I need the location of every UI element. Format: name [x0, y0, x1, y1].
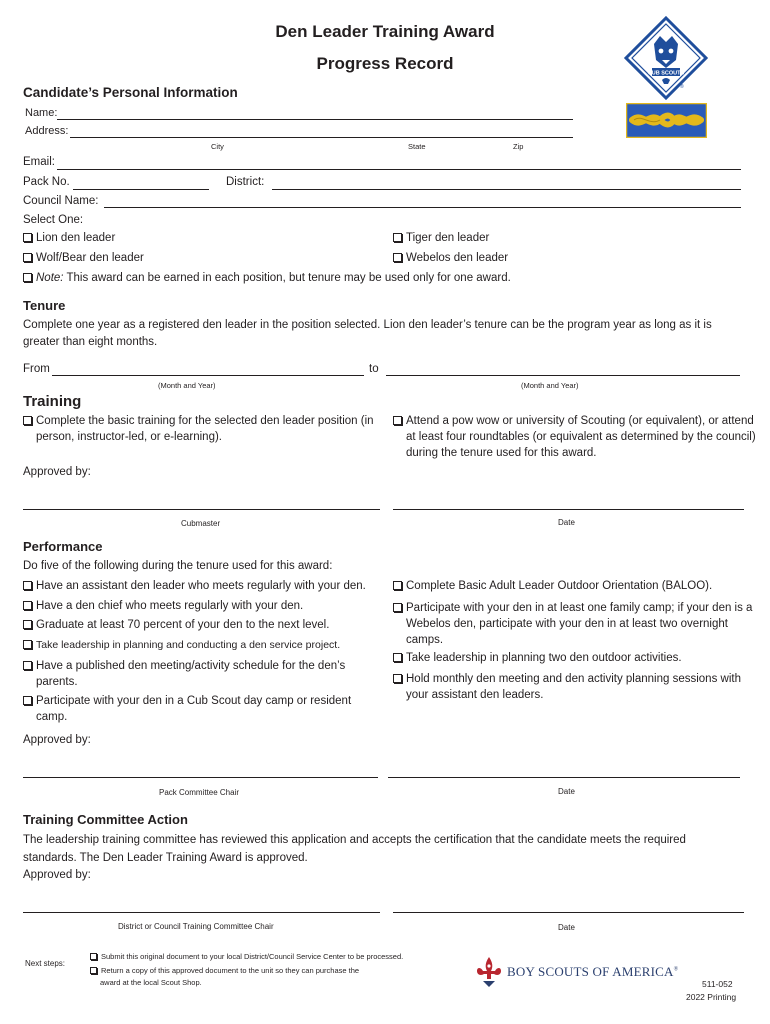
committee-heading: Training Committee Action — [23, 812, 188, 827]
checkbox-icon — [23, 233, 32, 242]
form-number: 511-052 — [702, 979, 733, 989]
checkbox-icon — [23, 620, 32, 629]
committee-text-2: standards. The Den Leader Training Award is approved. — [23, 852, 308, 864]
checkbox-icon — [90, 967, 97, 974]
checkbox-icon — [23, 273, 32, 282]
training-item-powwow[interactable]: Attend a pow wow or university of Scouting (or equivalent), or attend at least four roundtables (or equivalent as determined by the council) during the tenure used for this award. — [393, 413, 756, 461]
pack-label: Pack No. — [23, 176, 70, 188]
next-step-2-cont: award at the local Scout Shop. — [100, 978, 202, 987]
cubmaster-label: Cubmaster — [181, 519, 221, 528]
from-month-year-label: (Month and Year) — [158, 381, 216, 390]
checkbox-icon — [393, 603, 402, 612]
pack-chair-label: Pack Committee Chair — [159, 788, 240, 797]
to-field[interactable] — [386, 375, 740, 376]
performance-date-label: Date — [558, 787, 575, 796]
checkbox-icon — [23, 696, 32, 705]
checkbox-icon — [393, 233, 402, 242]
committee-chair-signature-field[interactable] — [23, 912, 380, 913]
svg-text:®: ® — [680, 84, 684, 90]
option-wolf-bear[interactable]: Wolf/Bear den leader — [23, 252, 144, 264]
training-item-basic[interactable]: Complete the basic training for the selected den leader position (in person, instructor-led, or e-learning). — [23, 413, 376, 445]
to-label: to — [369, 363, 379, 375]
option-webelos[interactable]: Webelos den leader — [393, 252, 508, 264]
committee-chair-label: District or Council Training Committee Chair — [118, 922, 274, 931]
performance-item-right-1[interactable]: Complete Basic Adult Leader Outdoor Orientation (BALOO). — [393, 580, 712, 592]
from-field[interactable] — [52, 375, 364, 376]
checkbox-icon — [23, 661, 32, 670]
cub-scouts-logo — [624, 16, 708, 100]
city-label: City — [211, 142, 224, 151]
performance-date-field[interactable] — [388, 777, 740, 778]
checkbox-icon — [23, 601, 32, 610]
performance-heading: Performance — [23, 539, 103, 554]
select-one-label: Select One: — [23, 214, 84, 226]
performance-item-left-3[interactable]: Graduate at least 70 percent of your den to the next level. — [23, 619, 329, 631]
next-step-2: Return a copy of this approved document to the unit so they can purchase the — [90, 966, 359, 975]
tenure-text-1: Complete one year as a registered den leader in the position selected. Lion den leader’s tenure can be the program year as long as it is — [23, 319, 712, 331]
checkbox-icon — [23, 640, 32, 649]
council-label: Council Name: — [23, 195, 99, 207]
tenure-heading: Tenure — [23, 298, 66, 313]
checkbox-icon — [23, 253, 32, 262]
printing-year: 2022 Printing — [686, 992, 737, 1002]
training-heading: Training — [23, 393, 82, 410]
name-label: Name: — [25, 107, 58, 119]
checkbox-icon — [23, 416, 32, 425]
council-field[interactable] — [104, 207, 741, 208]
checkbox-icon — [393, 416, 402, 425]
checkbox-icon — [393, 581, 402, 590]
performance-item-left-4[interactable]: Take leadership in planning and conducting a den service project. — [23, 639, 340, 651]
note: Note: This award can be earned in each position, but tenure may be used only for one award. — [23, 272, 511, 284]
state-label: State — [408, 142, 426, 151]
address-field[interactable] — [70, 137, 573, 138]
checkbox-icon — [393, 253, 402, 262]
bsa-wordmark: BOY SCOUTS OF AMERICA® — [507, 964, 679, 979]
committee-approved-by: Approved by: — [23, 869, 91, 881]
checkbox-icon — [23, 581, 32, 590]
email-field[interactable] — [57, 169, 741, 170]
committee-date-label: Date — [558, 923, 575, 932]
committee-text-1: The leadership training committee has reviewed this application and accepts the certification that the candidate meets the required — [23, 834, 686, 846]
next-steps-label: Next steps: — [25, 959, 66, 968]
pack-field[interactable] — [73, 189, 209, 190]
district-label: District: — [226, 176, 265, 188]
performance-item-left-5[interactable]: Have a published den meeting/activity schedule for the den’s parents. — [23, 658, 381, 690]
knot-patch-icon — [626, 103, 707, 138]
from-label: From — [23, 363, 50, 375]
committee-date-field[interactable] — [393, 912, 744, 913]
performance-item-left-1[interactable]: Have an assistant den leader who meets regularly with your den. — [23, 580, 366, 592]
checkbox-icon — [90, 953, 97, 960]
training-approved-by: Approved by: — [23, 466, 91, 478]
cubmaster-signature-field[interactable] — [23, 509, 380, 510]
performance-item-left-6[interactable]: Participate with your den in a Cub Scout day camp or resident camp. — [23, 693, 381, 725]
to-month-year-label: (Month and Year) — [521, 381, 579, 390]
performance-item-right-4[interactable]: Hold monthly den meeting and den activity planning sessions with your assistant den leaders. — [393, 671, 761, 703]
pack-chair-signature-field[interactable] — [23, 777, 378, 778]
email-label: Email: — [23, 156, 55, 168]
personal-info-heading: Candidate’s Personal Information — [23, 85, 238, 100]
address-label: Address: — [25, 125, 69, 137]
performance-item-left-2[interactable]: Have a den chief who meets regularly with your den. — [23, 600, 303, 612]
zip-label: Zip — [513, 142, 524, 151]
name-field[interactable] — [57, 119, 573, 120]
page-subtitle: Progress Record — [316, 54, 454, 73]
option-lion[interactable]: Lion den leader — [23, 232, 115, 244]
performance-approved-by: Approved by: — [23, 734, 91, 746]
tenure-text-2: greater than eight months. — [23, 336, 158, 348]
training-date-label: Date — [558, 518, 575, 527]
bsa-logo-icon — [474, 955, 504, 989]
district-field[interactable] — [272, 189, 741, 190]
performance-intro: Do five of the following during the tenure used for this award: — [23, 560, 333, 572]
checkbox-icon — [393, 674, 402, 683]
checkbox-icon — [393, 653, 402, 662]
page-title: Den Leader Training Award — [275, 22, 495, 41]
performance-item-right-3[interactable]: Take leadership in planning two den outdoor activities. — [393, 652, 682, 664]
training-date-field[interactable] — [393, 509, 744, 510]
next-step-1: Submit this original document to your local District/Council Service Center to be processed. — [90, 952, 403, 961]
option-tiger[interactable]: Tiger den leader — [393, 232, 489, 244]
performance-item-right-2[interactable]: Participate with your den in at least one family camp; if your den is a Webelos den, participate with your den in at least two overnight camps. — [393, 600, 761, 648]
cub-scouts-logo-text: CUB SCOUTS — [647, 70, 685, 77]
